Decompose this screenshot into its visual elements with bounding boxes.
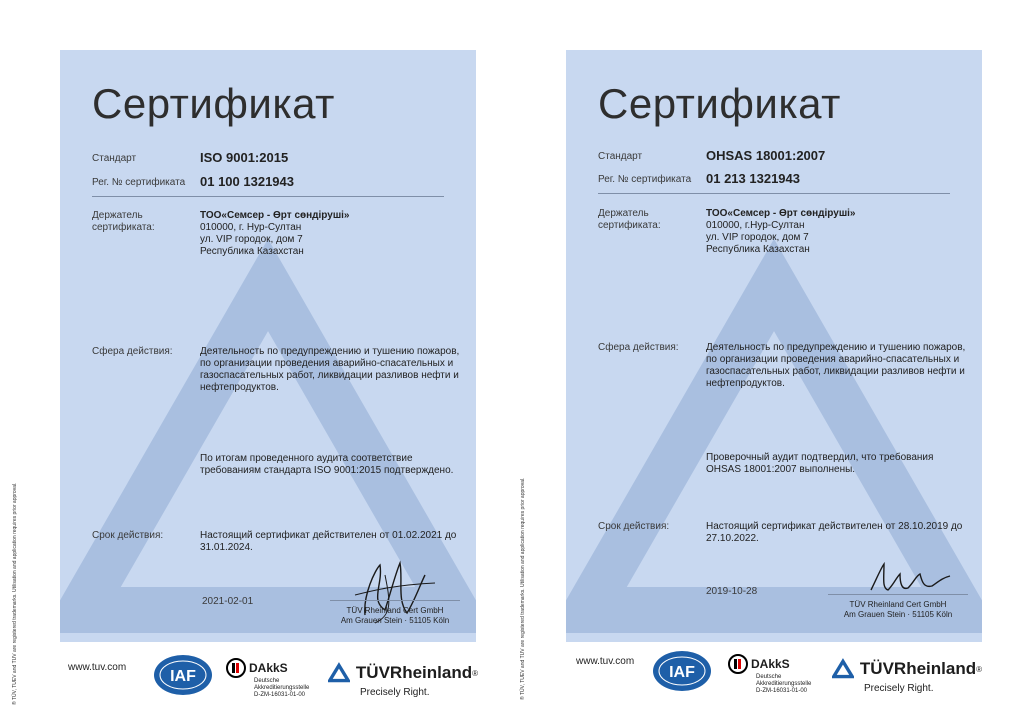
certificate-iso-9001 <box>8 0 508 722</box>
tuv-name: TÜVRheinland <box>859 659 977 678</box>
dakks-logo <box>226 658 318 702</box>
standard-value: ISO 9001:2015 <box>200 150 289 165</box>
dakks-emblem-icon <box>226 658 246 678</box>
dakks-name: DAkkS <box>249 661 288 675</box>
holder-label: Держатель сертификата: <box>598 208 661 231</box>
iaf-logo <box>652 650 712 692</box>
tuv-registered-mark: ® <box>976 664 982 674</box>
validity-text: Настоящий сертификат действителен от 01.02.2021 до 31.01.2024. <box>200 530 457 553</box>
dakks-line: D-ZM-16031-01-00 <box>254 692 306 698</box>
certificate-panel <box>60 50 476 642</box>
holder-address-line: ул. VIP городок, дом 7 <box>706 232 809 243</box>
certificate-title: Сертификат <box>92 80 335 127</box>
audit-statement: Проверочный аудит подтвердил, что требования OHSAS 18001:2007 выполнены. <box>706 452 934 475</box>
holder-label: Держатель сертификата: <box>92 210 155 233</box>
registration-number: 01 213 1321943 <box>706 171 800 186</box>
issuer-address: Am Grauen Stein · 51105 Köln <box>843 610 953 619</box>
holder-address-line: Республика Казахстан <box>200 246 304 257</box>
dakks-line: Akkreditierungsstelle <box>756 681 812 687</box>
holder-name: ТОО«Семсер - Өрт сөндірушi» <box>706 208 856 219</box>
tuv-triangle-icon <box>832 658 854 680</box>
signature-line <box>828 594 968 595</box>
scope-label: Сфера действия: <box>598 342 679 353</box>
registration-label: Рег. № сертификата <box>598 174 692 185</box>
dakks-name: DAkkS <box>751 657 790 671</box>
tuv-rheinland-logo <box>328 662 478 702</box>
audit-statement: По итогам проведенного аудита соответствие требованиям стандарта ISO 9001:2015 подтверждено. <box>200 453 454 476</box>
divider <box>598 193 950 194</box>
scope-label: Сфера действия: <box>92 346 173 357</box>
certificate-panel <box>566 50 982 642</box>
holder-address-line: 010000, г.Нур-Султан <box>706 220 805 231</box>
footer-url: www.tuv.com <box>68 662 127 673</box>
dakks-line: Deutsche <box>254 678 280 684</box>
tuv-rheinland-logo <box>832 658 982 698</box>
issuer-block <box>330 606 460 626</box>
dakks-line: Akkreditierungsstelle <box>254 685 310 691</box>
issuer-block <box>828 600 968 620</box>
scope-text: Деятельность по предупреждению и тушению пожаров, по организации проведения аварийно-спасательных и газоспасательных работ, ликвидации разливов нефти и нефтепродуктов. <box>200 346 460 393</box>
validity-label: Срок действия: <box>92 530 164 541</box>
dakks-logo <box>728 654 820 698</box>
certificate-title: Сертификат <box>598 80 841 127</box>
scope-text: Деятельность по предупреждению и тушению пожаров, по организации проведения аварийно-спасательных и газоспасательных работ, ликвидации разливов нефти и нефтепродуктов. <box>706 342 966 389</box>
issue-date: 2021-02-01 <box>202 596 254 607</box>
tuv-slogan: Precisely Right. <box>864 683 934 694</box>
divider <box>92 196 444 197</box>
standard-label: Стандарт <box>92 153 137 164</box>
trademark-note: ® TÜV, TUEV and TUV are registered trademarks. Utilisation and application requires prior approval. <box>12 482 18 705</box>
holder-address-line: Республика Казахстан <box>706 244 810 255</box>
iaf-logo <box>153 654 213 696</box>
registration-label: Рег. № сертификата <box>92 177 186 188</box>
issuer-name: TÜV Rheinland Cert GmbH <box>346 606 444 615</box>
holder-address-line: ул. VIP городок, дом 7 <box>200 234 303 245</box>
holder-address-line: 010000, г. Нур-Султан <box>200 222 302 233</box>
issuer-address: Am Grauen Stein · 51105 Köln <box>340 616 450 625</box>
holder-name: ТОО«Семсер - Өрт сөндірушi» <box>200 210 350 221</box>
dakks-emblem-icon <box>728 654 748 674</box>
issue-date: 2019-10-28 <box>706 586 758 597</box>
issuer-name: TÜV Rheinland Cert GmbH <box>849 600 947 609</box>
iaf-label: IAF <box>170 668 196 685</box>
registration-number: 01 100 1321943 <box>200 174 294 189</box>
footer-url: www.tuv.com <box>576 656 635 667</box>
standard-label: Стандарт <box>598 151 643 162</box>
tuv-registered-mark: ® <box>472 668 478 678</box>
tuv-triangle-icon <box>328 662 350 684</box>
tuv-name: TÜVRheinland <box>355 663 473 682</box>
holder-block <box>200 210 460 258</box>
tuv-slogan: Precisely Right. <box>360 687 430 698</box>
holder-block <box>706 208 966 256</box>
trademark-note: ® TÜV, TUEV and TUV are registered trademarks. Utilisation and application requires prior approval. <box>520 477 526 700</box>
certificate-ohsas-18001 <box>516 0 1016 722</box>
signature-line <box>330 600 460 601</box>
standard-value: OHSAS 18001:2007 <box>706 148 826 163</box>
validity-label: Срок действия: <box>598 521 670 532</box>
iaf-label: IAF <box>669 664 695 681</box>
validity-text: Настоящий сертификат действителен от 28.10.2019 до 27.10.2022. <box>706 521 963 544</box>
dakks-line: D-ZM-16031-01-00 <box>756 688 808 694</box>
dakks-line: Deutsche <box>756 674 782 680</box>
